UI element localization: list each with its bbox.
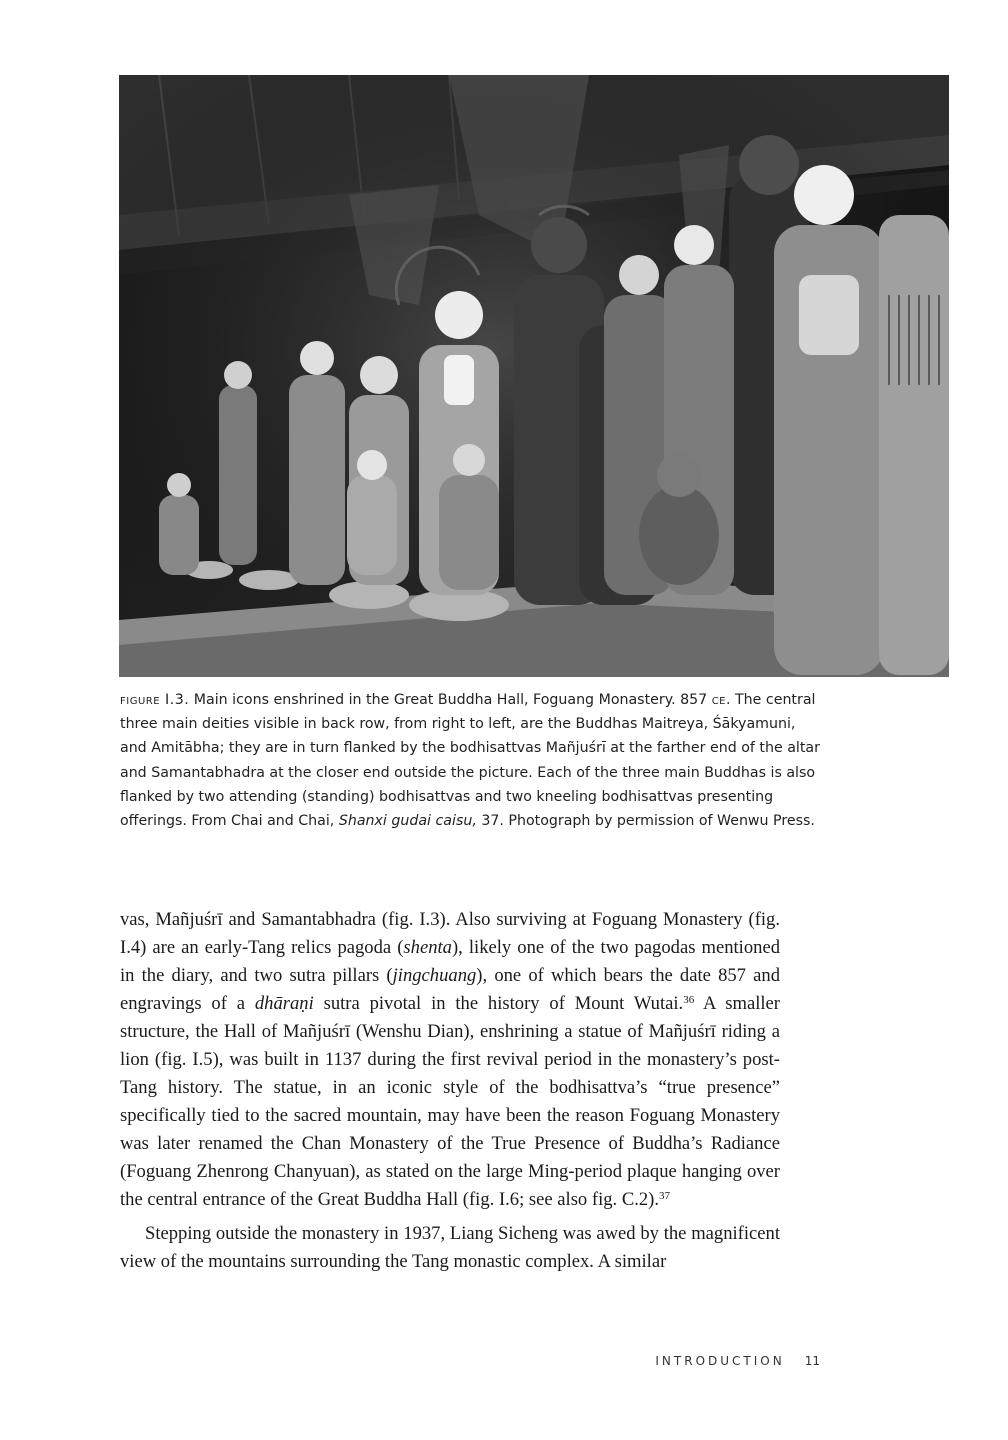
text-run: A smaller structure, the Hall of Mañjuśrī (Wenshu Dian), enshrining a statue of Mañjuśrī riding a lion (fig. I.5), was built in 1137 during the first revival period in the monastery’s post-Tang history. The statue, in an iconic style of the bodhisattva’s “true presence” specifically tied to the sacred mountain, may have been the reason Foguang Monastery was later renamed the Chan Monastery of the True Presence of Buddha’s Radiance (Foguang Zhenrong Chanyuan), as stated on the large Ming-period plaque hanging over the central entrance of the Great Buddha Hall (fig. I.6; see also fig. C.2). [120, 993, 780, 1210]
running-head: INTRODUCTION [655, 1354, 785, 1368]
paragraph [120, 906, 780, 1214]
text-run: ), likely one of the two pagodas mentioned in the diary, and two sutra pillars ( [120, 937, 780, 986]
caption-text: . The central three main deities visible in back row, from right to left, are the Buddhas Maitreya, Śākyamuni, and Amitābha; they are in turn flanked by the bodhisattvas Mañjuśrī at the farther end of the altar and Samantabhadra at the closer end outside the picture. Each of the three main Buddhas is also flanked by two attending (standing) bodhisattvas and two kneeling bodhisattvas presenting offerings. From Chai and Chai, [120, 692, 820, 830]
figure-photograph [119, 75, 949, 677]
body-text [120, 906, 780, 1276]
caption-era: ce [711, 692, 726, 708]
text-run: sutra pivotal in the history of Mount Wutai. [313, 993, 684, 1014]
footnote-ref: 36 [683, 994, 695, 1006]
paragraph: Stepping outside the monastery in 1937, Liang Sicheng was awed by the magnificent view of the mountains surrounding the Tang monastic complex. A similar [120, 1223, 780, 1272]
caption-source-rest: 37. Photograph by permission of Wenwu Press. [476, 813, 815, 830]
figure-label: figure I.3. [120, 692, 190, 708]
page-number: 11 [804, 1354, 820, 1368]
figure-caption [120, 688, 820, 833]
footnote-ref: 37 [659, 1190, 671, 1202]
page-footer [560, 1354, 820, 1368]
caption-source-title: Shanxi gudai caisu, [338, 813, 477, 830]
term-italic: shenta [403, 937, 452, 958]
term-italic: jingchuang [392, 965, 477, 986]
term-italic: dhāraṇi [254, 993, 314, 1014]
text-run: ), one of which bears the date 857 and engravings of a [120, 965, 780, 1014]
caption-intro: Main icons enshrined in the Great Buddha Hall, Foguang Monastery. 857 [189, 692, 712, 708]
text-run: vas, Mañjuśrī and Samantabhadra (fig. I.3). Also surviving at Foguang Monastery (fig. I.4) are an early-Tang relics pagoda ( [120, 909, 780, 958]
